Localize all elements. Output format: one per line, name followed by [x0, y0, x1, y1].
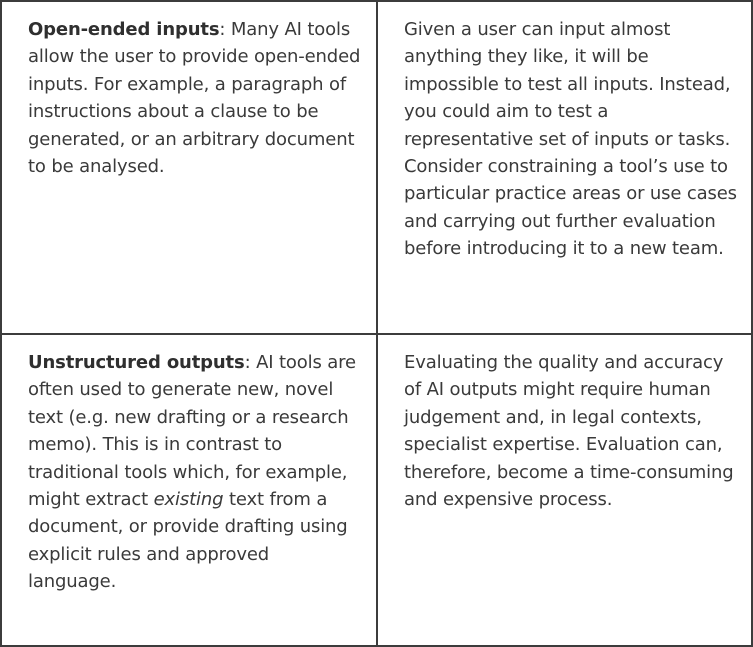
response-open-ended-inputs: Given a user can input almost anything they like, it will be impossible to test all inputs. Instead, you could aim to test a representative set of inputs or tasks. Consider constraining a tool’s use to particular practice areas or use cases and carrying out further evaluation before introducing it to a new team.	[404, 19, 737, 260]
table-cell-unstructured-outputs	[2, 335, 378, 645]
table-cell-open-ended-inputs	[2, 2, 378, 335]
description-open-ended-inputs: : Many AI tools allow the user to provide open-ended inputs. For example, a paragraph of instructions about a clause to be generated, or an arbitrary document to be analysed.	[28, 19, 361, 178]
table-cell-unstructured-outputs-response	[378, 335, 753, 645]
description-unstructured-outputs-part2: text from a document, or provide drafting using explicit rules and approved language.	[28, 489, 348, 593]
description-unstructured-outputs-part1: : AI tools are often used to generate new, novel text (e.g. new drafting or a research memo). This is in contrast to traditional tools which, for example, might extract	[28, 352, 356, 511]
term-unstructured-outputs: Unstructured outputs	[28, 352, 245, 373]
table-cell-open-ended-inputs-response	[378, 2, 753, 335]
description-emphasis-existing: existing	[153, 489, 224, 511]
response-unstructured-outputs: Evaluating the quality and accuracy of AI outputs might require human judgement and, in legal contexts, specialist expertise. Evaluation can, therefore, become a time-consuming and expensive process.	[404, 352, 734, 511]
term-open-ended-inputs: Open-ended inputs	[28, 19, 220, 40]
